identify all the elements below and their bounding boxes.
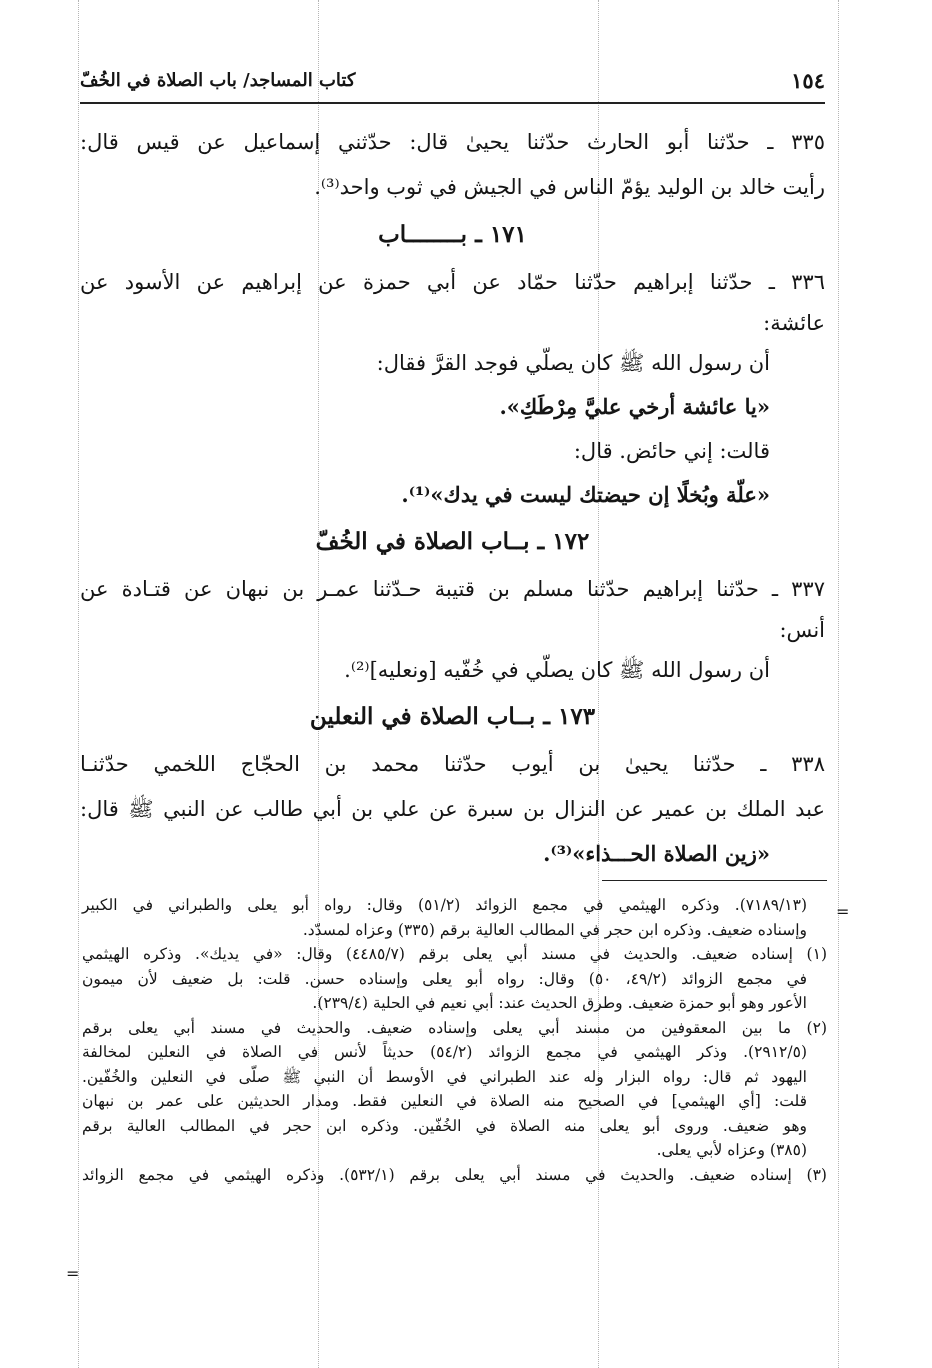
footnote-2-line: اليهود ثم قال: رواه البزار وله عند الطبراني في الأوسط أن النبي ﷺ صلّى في النعلين والخُفّين.: [82, 1067, 807, 1086]
hadith-336-quote: «علّة وبُخلًا إن حيضتك ليست في يدك»⁽¹⁾.: [401, 482, 770, 507]
hadith-335-line: ٣٣٥ ـ حدّثنا أبو الحارث حدّثنا يحيىٰ قال: حدّثني إسماعيل عن قيس قال:: [80, 130, 825, 154]
continuation-marker: =: [836, 902, 850, 921]
footnote-2-line: (٢) ما بين المعقوفين من مسند أبي يعلى وإسناده ضعيف. والحديث في مسند أبي يعلى برقم: [82, 1018, 827, 1037]
page-header: [80, 68, 825, 98]
footnote-2-line: (٣٨٥) وعزاه لأبي يعلى.: [656, 1141, 807, 1159]
scan-guide-line: [838, 0, 839, 1368]
hadith-337-line: أنس:: [779, 618, 825, 642]
chapter-heading-172: ١٧٢ ـ بــاب الصلاة في الخُفّ: [315, 528, 590, 555]
footnote-continuation-line: وإسناده ضعيف. وذكره ابن حجر في المطالب العالية برقم (٣٣٥) وعزاه لمسدّد.: [302, 920, 807, 939]
hadith-336-line: قالت: إني حائض. قال:: [573, 439, 770, 463]
hadith-338-line: عبد الملك بن عمير عن النزال بن سبرة عن علي بن أبي طالب عن النبي ﷺ قال:: [80, 797, 825, 821]
hadith-337-line: ٣٣٧ ـ حدّثنا إبراهيم حدّثنا مسلم بن قتيبة حـدّثنا عمـر بن نبهان عن قتـادة عن: [80, 577, 825, 601]
hadith-336-line: عائشة:: [763, 311, 825, 335]
hadith-335-line: رأيت خالد بن الوليد يؤمّ الناس في الجيش في ثوب واحد⁽³⁾.: [314, 175, 825, 199]
footnote-1-line: (١) إسناده ضعيف. والحديث في مسند أبي يعلى برقم (٤٤٨٥/٧) وقال: «في يديك». وذكره الهيثمي: [82, 945, 827, 963]
hadith-338-quote: «زين الصلاة الحـــذاء»⁽³⁾.: [543, 841, 770, 866]
chapter-heading-171: ١٧١ ـ بــــــــاب: [378, 221, 527, 248]
footnote-2-line: وهو ضعيف. وروى أبو يعلى منه الصلاة في الخُفّين. وذكره ابن حجر في المطالب العالية برقم: [82, 1116, 807, 1135]
continuation-marker: =: [66, 1264, 80, 1283]
footnote-3-line: (٣) إسناده ضعيف. والحديث في مسند أبي يعلى برقم (٥٣٢/١). وذكره الهيثمي في مجمع الزوائد: [82, 1165, 827, 1184]
hadith-336-line: أن رسول الله ﷺ كان يصلّي فوجد القرَّ فقال:: [376, 351, 770, 375]
hadith-337-line: أن رسول الله ﷺ كان يصلّي في خُفّيه [ونعليه]⁽²⁾.: [344, 658, 770, 682]
footnotes: [82, 893, 827, 1187]
hadith-336-quote: «يا عائشة أرخي عليَّ مِرْطَكِ».: [499, 394, 770, 419]
footnote-1-line: في مجمع الزوائد (٤٩/٢، ٥٠) وقال: رواه أبو يعلى وإسناده حسن. قلت: بل ضعيف لأن ميمون: [82, 969, 808, 988]
hadith-338-line: ٣٣٨ ـ حدّثنا يحيىٰ بن أيوب حدّثنا محمد بن الحجّاج اللخمي حدّثنـا: [80, 752, 825, 776]
header-rule: [80, 102, 825, 104]
footnote-2-line: قلت: [أي الهيثمي] في الصحيح منه الصلاة في النعلين فقط. ومدار الحديثين على عمر بن نبهان: [82, 1092, 807, 1110]
footnote-2-line: (٢٩١٢/٥). وذكر الهيثمي في مجمع الزوائد (٥٤/٢) حديثاً لأنس في الصلاة في النعلين لمخالفة: [82, 1043, 807, 1061]
scan-guide-line: [78, 0, 79, 1368]
footnote-1-line: الأعور وهو أبو حمزة ضعيف. وطرق الحديث عند: أبي نعيم في الحلية (٢٣٩/٤).: [312, 994, 807, 1012]
main-text: [80, 120, 825, 876]
hadith-336-line: ٣٣٦ ـ حدّثنا إبراهيم حدّثنا حمّاد عن أبي حمزة عن إبراهيم عن الأسود عن: [80, 270, 825, 294]
running-title: كتاب المساجد/ باب الصلاة في الخُفّ: [80, 70, 356, 91]
page-number: ١٥٤: [791, 68, 825, 93]
footnote-continuation-line: (٧١٨٩/١٣). وذكره الهيثمي في مجمع الزوائد (٥١/٢) وقال: رواه أبو يعلى والطبراني في الكبير: [82, 896, 808, 914]
chapter-heading-173: ١٧٣ ـ بــاب الصلاة في النعلين: [309, 703, 596, 730]
footnote-separator: [602, 880, 827, 881]
